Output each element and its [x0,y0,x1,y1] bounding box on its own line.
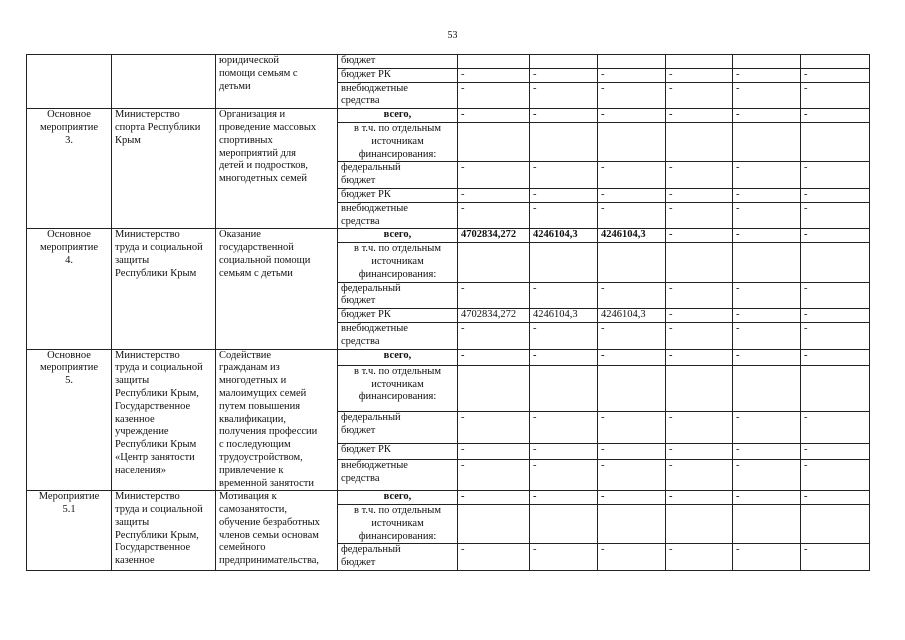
amount-cell: 4246104,3 [530,309,598,323]
amount-cell: - [801,162,870,189]
amount-cell [733,122,801,161]
measure-title-cell: Мероприятие 5.1 [27,491,112,571]
amount-cell: - [530,188,598,202]
amount-cell: - [733,82,801,109]
amount-cell [530,505,598,544]
amount-cell: - [458,443,530,459]
amount-cell [801,243,870,282]
amount-cell: - [666,491,733,505]
amount-cell: - [598,349,666,365]
amount-cell [733,505,801,544]
description-cell: Содействие гражданам из многодетных и малоимущих семей путем повышения квалификации, получения профессии с последующим трудоустройством, привлечение к временной занятости [216,349,338,491]
financing-table [26,54,870,571]
funding-source-cell: внебюджетные средства [338,322,458,349]
table-row [27,109,870,123]
amount-cell [733,243,801,282]
amount-cell: 4246104,3 [530,229,598,243]
amount-cell: - [666,443,733,459]
amount-cell: - [801,68,870,82]
amount-cell: - [530,459,598,490]
amount-cell [458,55,530,69]
amount-cell: - [530,491,598,505]
amount-cell: - [530,349,598,365]
funding-source-cell: бюджет РК [338,188,458,202]
amount-cell: - [530,82,598,109]
table-row [27,229,870,243]
amount-cell: - [801,309,870,323]
amount-cell: - [801,322,870,349]
funding-source-cell: всего, [338,491,458,505]
amount-cell: - [458,68,530,82]
amount-cell: - [530,109,598,123]
amount-cell: - [801,459,870,490]
amount-cell [666,505,733,544]
amount-cell: - [801,412,870,443]
funding-source-cell: федеральный бюджет [338,282,458,309]
amount-cell: - [733,544,801,571]
funding-source-cell: внебюджетные средства [338,459,458,490]
amount-cell: - [666,459,733,490]
amount-cell: - [666,282,733,309]
amount-cell: - [458,202,530,229]
amount-cell: - [733,491,801,505]
table-row [27,349,870,365]
amount-cell [733,365,801,411]
amount-cell: - [666,188,733,202]
amount-cell: - [666,82,733,109]
executor-cell: Министерство спорта Республики Крым [112,109,216,229]
amount-cell: - [666,309,733,323]
funding-source-cell: всего, [338,349,458,365]
amount-cell: - [801,491,870,505]
amount-cell: - [598,188,666,202]
amount-cell: - [530,412,598,443]
description-cell: Оказание государственной социальной помощи семьям с детьми [216,229,338,349]
amount-cell: - [801,82,870,109]
amount-cell: - [801,229,870,243]
funding-source-cell: бюджет [338,55,458,69]
executor-cell: Министерство труда и социальной защиты Республики Крым [112,229,216,349]
funding-source-cell: федеральный бюджет [338,162,458,189]
amount-cell: 4702834,272 [458,229,530,243]
funding-source-cell: федеральный бюджет [338,412,458,443]
amount-cell [801,122,870,161]
amount-cell: - [733,162,801,189]
amount-cell: - [733,188,801,202]
amount-cell: - [458,322,530,349]
page-number: 53 [447,30,458,41]
amount-cell: - [666,544,733,571]
amount-cell [666,55,733,69]
amount-cell: - [801,188,870,202]
amount-cell: - [530,282,598,309]
funding-source-cell: в т.ч. по отдельным источникам финансирования: [338,505,458,544]
amount-cell: - [598,109,666,123]
funding-source-cell: всего, [338,229,458,243]
executor-cell: Министерство труда и социальной защиты Республики Крым, Государственное казенное учреждение Республики Крым «Центр занятости населения» [112,349,216,491]
amount-cell [666,365,733,411]
table-body [27,55,870,571]
funding-source-cell: всего, [338,109,458,123]
amount-cell: - [530,68,598,82]
amount-cell: - [733,282,801,309]
amount-cell: 4246104,3 [598,309,666,323]
amount-cell: - [458,491,530,505]
amount-cell: - [530,162,598,189]
amount-cell [598,365,666,411]
amount-cell: - [733,202,801,229]
amount-cell: - [530,443,598,459]
amount-cell [598,505,666,544]
funding-source-cell: федеральный бюджет [338,544,458,571]
amount-cell: - [598,491,666,505]
funding-source-cell: бюджет РК [338,443,458,459]
amount-cell: - [458,162,530,189]
amount-cell: - [598,443,666,459]
amount-cell: - [733,309,801,323]
amount-cell [530,243,598,282]
amount-cell [598,122,666,161]
funding-source-cell: бюджет РК [338,309,458,323]
amount-cell [530,55,598,69]
amount-cell [801,365,870,411]
amount-cell [801,505,870,544]
amount-cell: - [733,349,801,365]
amount-cell: - [666,162,733,189]
amount-cell: - [733,459,801,490]
amount-cell: - [801,349,870,365]
amount-cell [458,122,530,161]
amount-cell: - [598,162,666,189]
funding-source-cell: в т.ч. по отдельным источникам финансирования: [338,122,458,161]
funding-source-cell: внебюджетные средства [338,202,458,229]
amount-cell [666,243,733,282]
amount-cell: - [598,282,666,309]
amount-cell: - [598,544,666,571]
amount-cell [598,243,666,282]
amount-cell: 4246104,3 [598,229,666,243]
amount-cell: - [666,322,733,349]
amount-cell [666,122,733,161]
amount-cell: - [801,443,870,459]
measure-title-cell [27,55,112,109]
amount-cell: - [530,322,598,349]
amount-cell: - [598,322,666,349]
amount-cell: - [458,109,530,123]
measure-title-cell: Основное мероприятие 4. [27,229,112,349]
amount-cell: - [666,68,733,82]
amount-cell: - [598,459,666,490]
amount-cell: - [598,68,666,82]
amount-cell: - [666,412,733,443]
amount-cell: - [530,202,598,229]
amount-cell [458,243,530,282]
amount-cell: - [666,229,733,243]
funding-source-cell: внебюджетные средства [338,82,458,109]
executor-cell: Министерство труда и социальной защиты Республики Крым, Государственное казенное [112,491,216,571]
amount-cell: - [458,459,530,490]
funding-source-cell: бюджет РК [338,68,458,82]
amount-cell: - [458,544,530,571]
amount-cell: - [458,349,530,365]
amount-cell [458,505,530,544]
amount-cell: - [733,109,801,123]
description-cell: юридической помощи семьям с детьми [216,55,338,109]
amount-cell [530,365,598,411]
amount-cell: - [458,188,530,202]
amount-cell: - [733,322,801,349]
amount-cell: - [733,412,801,443]
amount-cell: - [598,202,666,229]
amount-cell: - [666,202,733,229]
amount-cell: - [666,349,733,365]
measure-title-cell: Основное мероприятие 5. [27,349,112,491]
funding-source-cell: в т.ч. по отдельным источникам финансирования: [338,365,458,411]
amount-cell: - [458,412,530,443]
amount-cell: - [530,544,598,571]
amount-cell: - [458,282,530,309]
amount-cell: - [733,229,801,243]
amount-cell: - [666,109,733,123]
table-row [27,491,870,505]
amount-cell: - [801,109,870,123]
table-row [27,55,870,69]
amount-cell: - [801,544,870,571]
amount-cell [598,55,666,69]
description-cell: Организация и проведение массовых спортивных мероприятий для детей и подростков, многодетных семей [216,109,338,229]
amount-cell: - [801,202,870,229]
description-cell: Мотивация к самозанятости, обучение безработных членов семьи основам семейного предпринимательства, [216,491,338,571]
amount-cell [458,365,530,411]
amount-cell: - [598,82,666,109]
executor-cell [112,55,216,109]
amount-cell: - [598,412,666,443]
amount-cell [733,55,801,69]
amount-cell [530,122,598,161]
amount-cell: - [733,443,801,459]
amount-cell [801,55,870,69]
funding-source-cell: в т.ч. по отдельным источникам финансирования: [338,243,458,282]
measure-title-cell: Основное мероприятие 3. [27,109,112,229]
amount-cell: - [801,282,870,309]
amount-cell: - [733,68,801,82]
amount-cell: - [458,82,530,109]
amount-cell: 4702834,272 [458,309,530,323]
